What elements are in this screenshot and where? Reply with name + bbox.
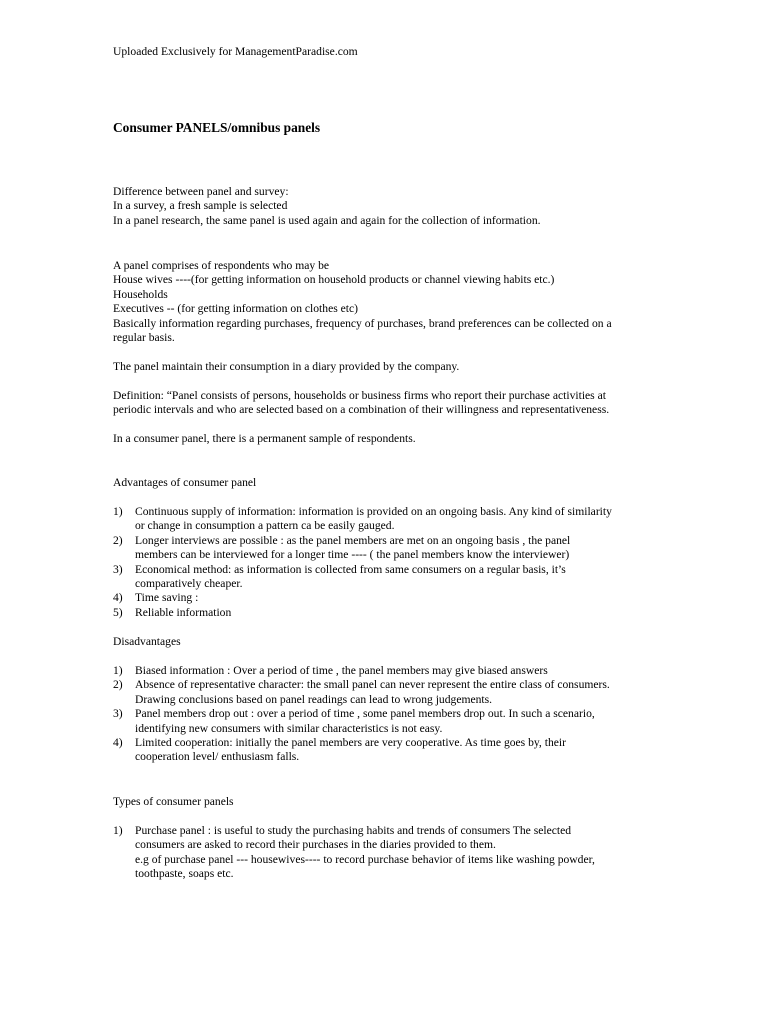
advantages-heading: Advantages of consumer panel — [113, 476, 257, 489]
list-item-line: Purchase panel : is useful to study the purchasing habits and trends of consumers The selected — [135, 824, 572, 837]
list-number: 1) — [113, 824, 123, 837]
list-item-line: Biased information : Over a period of time , the panel members may give biased answers — [135, 664, 548, 677]
list-item-line: Limited cooperation: initially the panel members are very cooperative. As time goes by, their — [135, 736, 566, 750]
paragraph-line: A panel comprises of respondents who may be — [113, 259, 330, 272]
list-item-line: Absence of representative character: the small panel can never represent the entire class of consumers. — [135, 678, 610, 692]
list-number: 2) — [113, 533, 123, 547]
list-number: 4) — [113, 591, 123, 605]
list-item-line: or change in consumption a pattern ca be easily gauged. — [135, 519, 395, 533]
list-number: 4) — [113, 736, 123, 750]
list-item-line: toothpaste, soaps etc. — [135, 867, 234, 881]
definition-paragraph — [113, 389, 673, 418]
paragraph-line: House wives ----(for getting information on household products or channel viewing habits etc.) — [113, 273, 555, 287]
list-number: 2) — [113, 678, 123, 692]
disadvantages-list — [113, 664, 673, 765]
list-number: 3) — [113, 562, 123, 576]
types-heading: Types of consumer panels — [113, 795, 234, 808]
list-number: 1) — [113, 505, 123, 518]
list-item-line: comparatively cheaper. — [135, 577, 243, 591]
list-item — [113, 505, 673, 534]
list-item — [113, 664, 673, 678]
paragraph-line: In a panel research, the same panel is used again and again for the collection of information. — [113, 213, 541, 227]
list-item-line: e.g of purchase panel --- housewives---- to record purchase behavior of items like washing powder, — [135, 852, 595, 866]
list-number: 3) — [113, 707, 123, 721]
list-item — [113, 678, 673, 707]
list-item-line: identifying new consumers with similar characteristics is not easy. — [135, 721, 443, 735]
list-item-line: Longer interviews are possible : as the panel members are met on an ongoing basis , the panel — [135, 533, 571, 547]
composition-paragraph — [113, 259, 673, 345]
paragraph-line: Households — [113, 287, 168, 301]
list-item — [113, 534, 673, 563]
list-item — [113, 563, 673, 592]
paragraph-line: Definition: “Panel consists of persons, households or business firms who report their purchase activities at — [113, 389, 606, 402]
difference-paragraph — [113, 185, 673, 228]
list-item-line: Time saving : — [135, 591, 199, 605]
advantages-list — [113, 505, 673, 620]
list-item-line: Panel members drop out : over a period of time , some panel members drop out. In such a scenario, — [135, 707, 595, 721]
list-item-line: cooperation level/ enthusiasm falls. — [135, 750, 300, 764]
list-item — [113, 591, 673, 605]
list-item-line: Economical method: as information is collected from same consumers on a regular basis, it’s — [135, 562, 566, 576]
list-item-line: Reliable information — [135, 605, 232, 619]
list-item-line: consumers are asked to record their purchases in the diaries provided to them. — [135, 838, 496, 852]
permanent-sample-note: In a consumer panel, there is a permanent sample of respondents. — [113, 432, 416, 445]
list-number: 1) — [113, 664, 123, 677]
list-item-line: members can be interviewed for a longer time ---- ( the panel members know the interviewer) — [135, 548, 570, 562]
upload-note: Uploaded Exclusively for ManagementParadise.com — [113, 45, 358, 58]
list-item — [113, 707, 673, 736]
list-item — [113, 824, 673, 882]
paragraph-line: Executives -- (for getting information on clothes etc) — [113, 302, 358, 316]
page-title: Consumer PANELS/omnibus panels — [113, 120, 321, 135]
list-item — [113, 736, 673, 765]
paragraph-line: regular basis. — [113, 331, 175, 345]
paragraph-line: In a survey, a fresh sample is selected — [113, 199, 288, 213]
list-number: 5) — [113, 605, 123, 619]
list-item-line: Drawing conclusions based on panel readings can lead to wrong judgements. — [135, 692, 493, 706]
paragraph-line: Basically information regarding purchases, frequency of purchases, brand preferences can be collected on a — [113, 316, 612, 330]
diary-note: The panel maintain their consumption in a diary provided by the company. — [113, 360, 460, 373]
types-list — [113, 824, 673, 882]
disadvantages-heading: Disadvantages — [113, 635, 181, 648]
list-item-line: Continuous supply of information: information is provided on an ongoing basis. Any kind of similarity — [135, 505, 612, 518]
list-item — [113, 606, 673, 620]
paragraph-line: periodic intervals and who are selected based on a combination of their willingness and representativeness. — [113, 403, 610, 417]
paragraph-line: Difference between panel and survey: — [113, 185, 289, 198]
